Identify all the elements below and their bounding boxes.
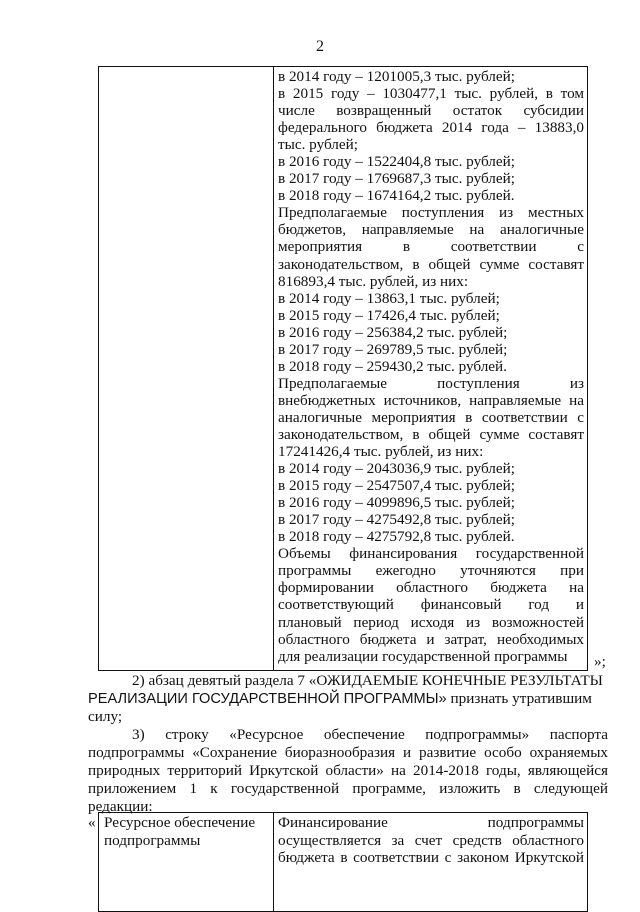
funding-line: в 2017 году – 4275492,8 тыс. рублей; — [278, 511, 515, 529]
funding-line: в 2015 году – 17426,4 тыс. рублей; — [278, 306, 500, 324]
funding-line: федерального бюджета 2014 года – 13883,0 — [278, 119, 584, 137]
item-2-paragraph — [88, 672, 608, 726]
closing-quote: »; — [594, 653, 606, 670]
item-3-line: редакции: — [88, 798, 153, 815]
funding-line: тыс. рублей; — [278, 136, 358, 154]
funding-line: в 2016 году – 4099896,5 тыс. рублей; — [278, 494, 515, 512]
funding-line: законодательством, в общей сумме составят — [278, 255, 584, 273]
item-3-line: подпрограммы «Сохранение биоразнообразия и развитие особо охраняемых — [88, 744, 608, 761]
funding-line: для реализации государственной программы — [278, 647, 568, 665]
funding-line: в 2018 году – 4275792,8 тыс. рублей. — [278, 528, 515, 546]
funding-line: 17241426,4 тыс. рублей, из них: — [278, 443, 484, 461]
item-3-line: приложением 1 к государственной программе, изложить в следующей — [88, 780, 608, 797]
funding-line: формировании областного бюджета на — [278, 579, 584, 597]
funding-line: Объемы финансирования государственной — [278, 545, 584, 563]
funding-line: в 2018 году – 259430,2 тыс. рублей. — [278, 357, 507, 375]
funding-line: внебюджетных источников, направляемые на — [278, 391, 584, 409]
funding-line: в 2015 году – 2547507,4 тыс. рублей; — [278, 477, 515, 495]
funding-line: мероприятия в соответствии с — [278, 238, 584, 256]
funding-line: в 2016 году – 256384,2 тыс. рублей; — [278, 323, 508, 341]
item-3-paragraph — [88, 726, 608, 816]
funding-line: законодательством, в общей сумме составят — [278, 425, 584, 443]
funding-line: плановый период исходя из возможностей — [278, 613, 584, 631]
label-line: Ресурсное обеспечение — [104, 814, 256, 831]
table-column-divider — [273, 813, 274, 911]
item-3-line: 3) строку «Ресурсное обеспечение подпрограммы» паспорта — [132, 726, 608, 743]
item-2-line: 2) абзац девятый раздела 7 «ОЖИДАЕМЫЕ КОНЕЧНЫЕ РЕЗУЛЬТАТЫ — [132, 672, 603, 689]
item-3-line: природных территорий Иркутской области» на 2014-2018 годы, являющейся — [88, 762, 608, 779]
value-line: осуществляется за счет средств областного — [278, 831, 584, 849]
item-2-line: силу; — [88, 708, 123, 725]
funding-line: в 2014 году – 2043036,9 тыс. рублей; — [278, 460, 515, 478]
item-2-text: признать утратившим — [446, 690, 592, 707]
value-line: бюджета в соответствии с законом Иркутской — [278, 849, 584, 866]
funding-line: в 2016 году – 1522404,8 тыс. рублей; — [278, 153, 515, 171]
resource-row-value — [278, 814, 584, 867]
label-line: подпрограммы — [104, 831, 201, 849]
funding-line: аналогичные мероприятия в соответствии с — [278, 408, 584, 426]
funding-line: в 2015 году – 1030477,1 тыс. рублей, в том — [278, 85, 584, 103]
funding-line: в 2014 году – 13863,1 тыс. рублей; — [278, 289, 500, 307]
funding-line: в 2017 году – 269789,5 тыс. рублей; — [278, 340, 508, 358]
item-2-line — [88, 690, 608, 708]
funding-line: в 2017 году – 1769687,3 тыс. рублей; — [278, 170, 515, 188]
value-line: Финансирование подпрограммы — [278, 814, 584, 831]
funding-line: бюджетов, направляемые на аналогичные — [278, 221, 584, 239]
funding-line: Предполагаемые поступления из местных — [278, 204, 584, 222]
funding-line: в 2018 году – 1674164,2 тыс. рублей. — [278, 187, 515, 205]
funding-line: в 2014 году – 1201005,3 тыс. рублей; — [278, 68, 515, 85]
funding-line: 816893,4 тыс. рублей, из них: — [278, 272, 469, 290]
funding-line: соответствующий финансовый год и — [278, 596, 584, 614]
opening-quote: « — [88, 814, 96, 831]
funding-line: программы ежегодно уточняются при — [278, 562, 584, 580]
table-column-divider — [273, 67, 274, 670]
page-number: 2 — [316, 38, 324, 55]
section-title-caps: РЕАЛИЗАЦИИ ГОСУДАРСТВЕННОЙ ПРОГРАММЫ» — [88, 691, 447, 707]
funding-cell — [278, 68, 584, 665]
funding-line: Предполагаемые поступления из — [278, 374, 584, 392]
funding-line: областного бюджета и затрат, необходимых — [278, 630, 584, 648]
resource-row-label — [104, 814, 270, 849]
funding-line: числе возвращенный остаток субсидии — [278, 102, 584, 120]
